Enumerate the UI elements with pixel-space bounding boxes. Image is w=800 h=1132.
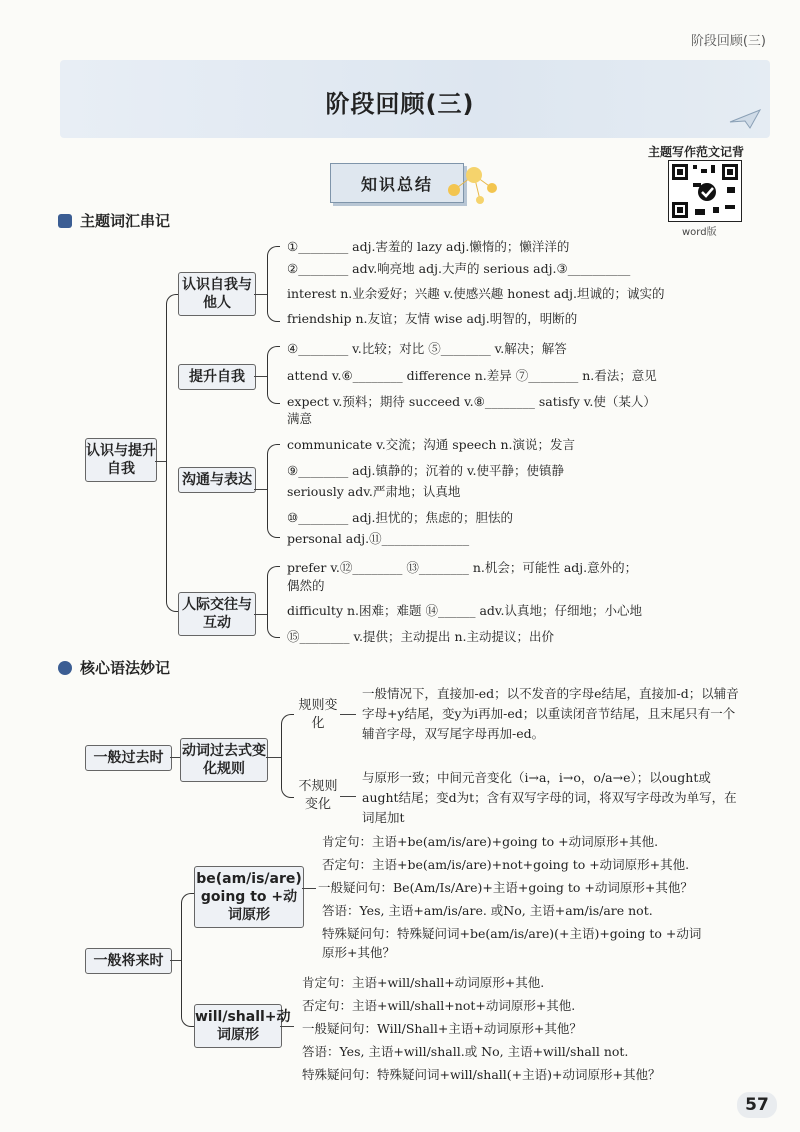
molecule-decoration-icon bbox=[444, 160, 504, 210]
regular-label: 规则变化 bbox=[298, 698, 338, 731]
vocab-line: difficulty n.困难；难题 ⑭______ adv.认真地；仔细地；小心地 bbox=[287, 603, 642, 618]
past-tense-root: 一般过去时 bbox=[85, 745, 172, 771]
section-badge: 知识总结 bbox=[330, 163, 464, 203]
person-icon bbox=[58, 214, 72, 228]
money-bag-icon bbox=[58, 661, 72, 675]
future-tense-root: 一般将来时 bbox=[85, 948, 172, 974]
page-title: 阶段回顾(三) bbox=[325, 90, 475, 118]
qr-caption: 主题写作范文记背 bbox=[648, 145, 745, 159]
group-label-interact: 人际交往与互动 bbox=[178, 592, 256, 636]
future-will-line: 否定句：主语+will/shall+not+动词原形+其他. bbox=[302, 998, 576, 1013]
running-header: 阶段回顾(三) bbox=[690, 34, 766, 49]
group-label-improve: 提升自我 bbox=[178, 364, 256, 390]
qr-version-label: word版 bbox=[682, 227, 717, 238]
vocab-line: prefer v.⑫________ ⑬________ n.机会；可能性 adj.意外的； bbox=[287, 560, 638, 575]
future-will-line: 答语：Yes, 主语+will/shall.或 No, 主语+will/shall not. bbox=[302, 1044, 629, 1059]
vocab-root-node: 认识与提升自我 bbox=[85, 438, 157, 482]
irregular-rule-text: 与原形一致；中间元音变化（i→a，i→o，o/a→e）；以ought或aught结尾；变d为t；含有双写字母的词，将双写字母改为单写，在词尾加t bbox=[362, 770, 737, 825]
regular-rule-text: 一般情况下，直接加-ed；以不发音的字母e结尾，直接加-d；以辅音字母+y结尾，变y为i再加-ed；以重读闭音节结尾，且末尾只有一个辅音字母，双写尾字母再加-ed。 bbox=[362, 686, 739, 741]
paper-plane-icon bbox=[728, 108, 762, 130]
grammar-heading-text: 核心语法妙记 bbox=[80, 659, 171, 677]
vocab-line: ②________ adv.响亮地 adj.大声的 serious adj.③__________ bbox=[287, 261, 631, 276]
future-be-line: 答语：Yes, 主语+am/is/are. 或No, 主语+am/is/are not. bbox=[322, 903, 653, 918]
vocab-line: ④________ v.比较；对比 ⑤________ v.解决；解答 bbox=[287, 341, 567, 356]
future-be-line: 肯定句：主语+be(am/is/are)+going to +动词原形+其他. bbox=[322, 834, 659, 849]
future-be-line: 否定句：主语+be(am/is/are)+not+going to +动词原形+其他. bbox=[322, 857, 690, 872]
qr-code-icon[interactable] bbox=[668, 160, 742, 222]
vocab-line: ⑮________ v.提供；主动提出 n.主动提议；出价 bbox=[287, 629, 555, 644]
future-be-line: 特殊疑问句：特殊疑问词+be(am/is/are)(+主语)+going to +动词 bbox=[322, 926, 702, 941]
vocab-line: ⑩________ adj.担忧的；焦虑的；胆怯的 bbox=[287, 510, 513, 525]
vocab-line: expect v.预料；期待 succeed v.⑧________ satisfy v.使（某人） bbox=[287, 394, 656, 409]
page-number: 57 bbox=[737, 1092, 777, 1118]
vocab-line: seriously adv.严肃地；认真地 bbox=[287, 484, 461, 499]
group-label-self-others: 认识自我与他人 bbox=[178, 272, 256, 316]
will-shall-node: will/shall+动词原形 bbox=[194, 1004, 282, 1048]
vocab-line: attend v.⑥________ difference n.差异 ⑦________ n.看法；意见 bbox=[287, 368, 657, 383]
irregular-label: 不规则变化 bbox=[298, 779, 338, 812]
vocab-line: friendship n.友谊；友情 wise adj.明智的，明断的 bbox=[287, 311, 578, 326]
future-will-line: 一般疑问句：Will/Shall+主语+动词原形+其他？ bbox=[302, 1021, 582, 1036]
future-will-line: 肯定句：主语+will/shall+动词原形+其他. bbox=[302, 975, 545, 990]
be-going-to-node: be(am/is/are) going to +动词原形 bbox=[194, 866, 304, 928]
vocab-line: interest n.业余爱好；兴趣 v.使感兴趣 honest adj.坦诚的；诚实的 bbox=[287, 286, 665, 301]
future-will-line: 特殊疑问句：特殊疑问词+will/shall(+主语)+动词原形+其他？ bbox=[302, 1067, 661, 1082]
group-label-communicate: 沟通与表达 bbox=[178, 467, 256, 493]
vocab-line: ①________ adj.害羞的 lazy adj.懒惰的；懒洋洋的 bbox=[287, 239, 570, 254]
vocab-line: personal adj.⑪______________ bbox=[287, 531, 470, 546]
future-be-line: 原形+其他？ bbox=[322, 945, 395, 960]
vocab-section-heading bbox=[58, 210, 170, 231]
past-rule-node: 动词过去式变化规则 bbox=[180, 738, 268, 782]
vocab-heading-text: 主题词汇串记 bbox=[80, 212, 171, 230]
vocab-line: 满意 bbox=[287, 411, 313, 426]
vocab-line: 偶然的 bbox=[287, 578, 325, 593]
vocab-line: ⑨________ adj.镇静的；沉着的 v.使平静；使镇静 bbox=[287, 463, 565, 478]
vocab-line: communicate v.交流；沟通 speech n.演说；发言 bbox=[287, 437, 575, 452]
grammar-section-heading bbox=[58, 657, 170, 678]
future-be-line: 一般疑问句：Be(Am/Is/Are)+主语+going to +动词原形+其他？ bbox=[318, 880, 693, 895]
